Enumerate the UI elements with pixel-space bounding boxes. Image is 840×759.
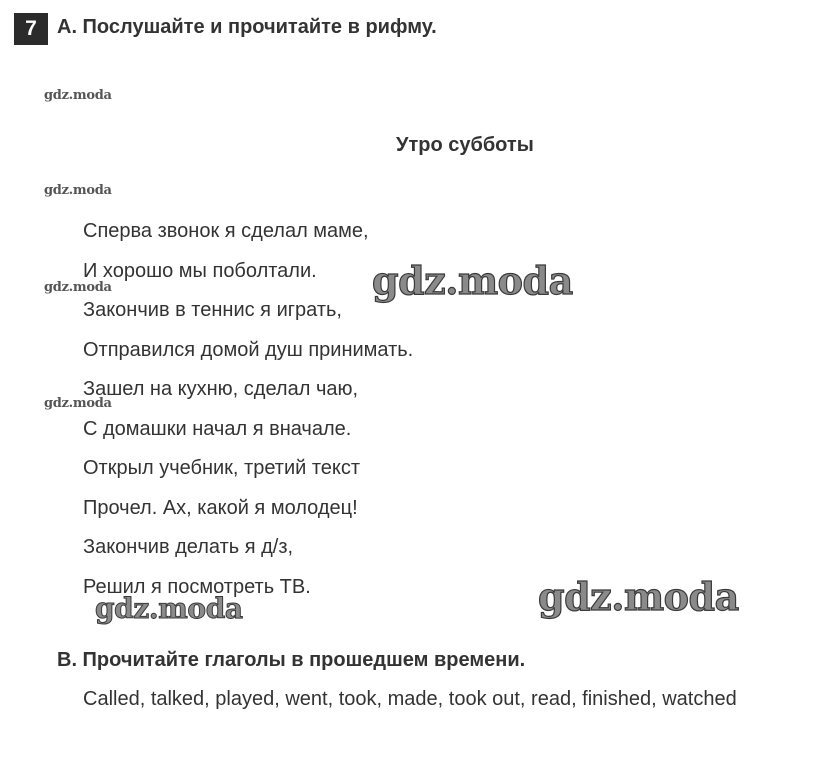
poem-line: Сперва звонок я сделал маме,: [83, 220, 369, 242]
watermark: gdz.moda: [95, 592, 243, 625]
part-a-heading: A. Послушайте и прочитайте в рифму.: [57, 16, 437, 38]
verbs-list: Called, talked, played, went, took, made, took out, read, finished, watched: [83, 688, 737, 710]
poem-line: Зашел на кухню, сделал чаю,: [83, 378, 359, 400]
watermark: gdz.moda: [44, 396, 112, 411]
poem-line: Открыл учебник, третий текст: [83, 457, 361, 479]
part-b-heading: B. Прочитайте глаголы в прошедшем времени.: [57, 649, 526, 671]
watermark: gdz.moda: [44, 88, 112, 103]
poem-line: И хорошо мы поболтали.: [83, 259, 317, 282]
watermark: gdz.moda: [538, 574, 739, 619]
poem-line: Прочел. Ах, какой я молодец!: [83, 496, 358, 519]
poem-line: С домашки начал я вначале.: [83, 417, 352, 440]
poem-line: Отправился домой душ принимать.: [83, 338, 414, 361]
watermark: gdz.moda: [372, 258, 573, 303]
poem-title: Утро субботы: [396, 134, 534, 156]
poem-line: Решил я посмотреть ТВ.: [83, 575, 311, 598]
watermark: gdz.moda: [44, 183, 112, 198]
poem-line: Закончив делать я д/з,: [83, 536, 294, 558]
poem: [83, 212, 413, 607]
poem-line: Закончив в теннис я играть,: [83, 299, 342, 321]
exercise-number-badge: 7: [14, 13, 48, 45]
watermark: gdz.moda: [44, 280, 112, 295]
